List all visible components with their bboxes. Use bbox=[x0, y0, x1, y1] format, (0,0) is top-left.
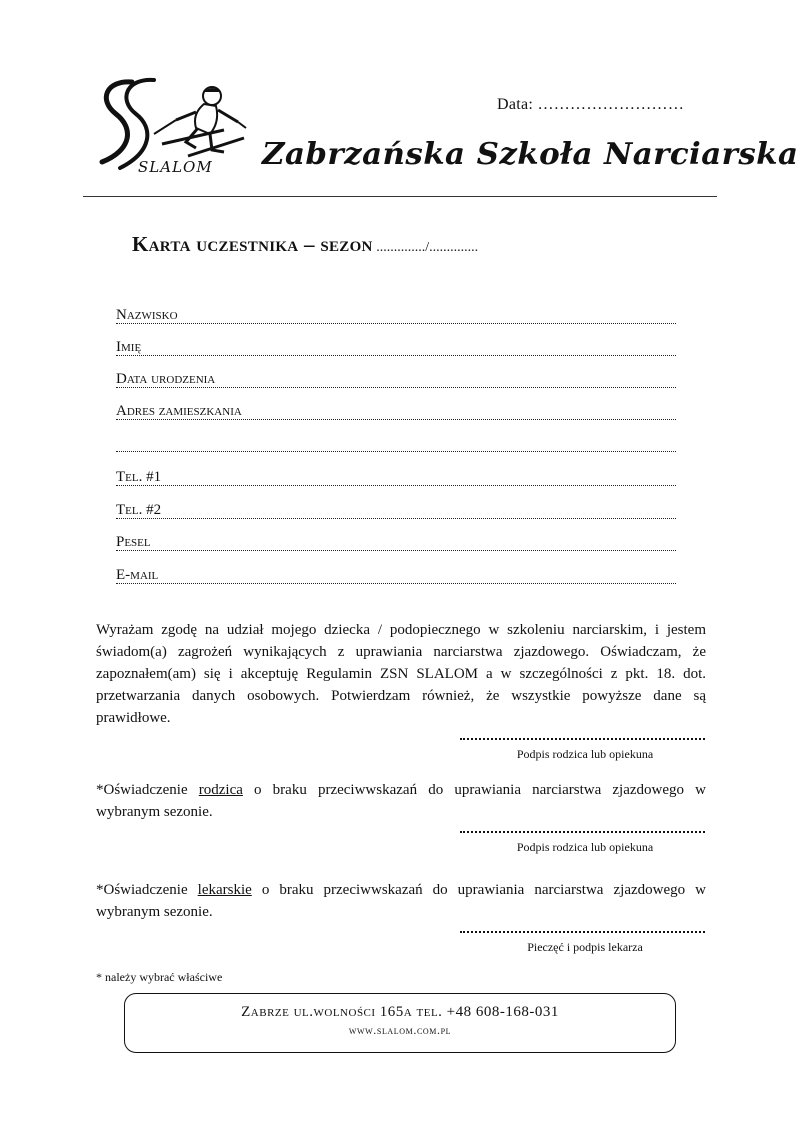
signature-line-parent[interactable] bbox=[460, 831, 705, 833]
field-leader bbox=[116, 550, 676, 551]
signature-label-consent: Podpis rodzica lub opiekuna bbox=[516, 747, 654, 761]
field-adres-cd[interactable] bbox=[116, 435, 676, 457]
header-divider bbox=[83, 196, 717, 197]
field-email[interactable] bbox=[116, 567, 676, 589]
statement-parent bbox=[96, 779, 706, 823]
consent-text: Wyrażam zgodę na udział mojego dziecka / podopiecznego w szkoleniu narciarskim, i jestem świadom(a) zagrożeń wynikających z uprawiania narciarstwa zjazdowego. Oświadczam, że zapoznałem(am) się i akceptuję Regulamin ZSN SLALOM a w szczególności z pkt. 18. dot. przetwarzania danych osobowych. Potwierdzam również, że wszystkie powyższe dane są prawidłowe. bbox=[96, 622, 706, 726]
field-adres[interactable] bbox=[116, 403, 676, 425]
date-field[interactable]: Data: ……………………… bbox=[497, 96, 685, 113]
season-blank[interactable]: ............../.............. bbox=[372, 240, 479, 255]
signature-line-doctor[interactable] bbox=[460, 931, 705, 933]
footer-contact-box bbox=[124, 993, 676, 1053]
field-label: Tel. #1 bbox=[116, 469, 162, 485]
statement-prefix: *Oświadczenie bbox=[96, 782, 199, 798]
field-leader bbox=[116, 355, 676, 356]
school-name: Zabrzańska Szkoła Narciarska bbox=[262, 137, 799, 172]
footer-address: Zabrze ul.wolności 165a tel. +48 608-168-031 bbox=[241, 1004, 559, 1020]
slalom-logo bbox=[92, 76, 252, 188]
logo-text: SLALOM bbox=[138, 158, 213, 176]
signature-line-consent[interactable] bbox=[460, 738, 705, 740]
footer-website-link[interactable]: www.slalom.com.pl bbox=[348, 1023, 452, 1037]
field-label: Data urodzenia bbox=[116, 371, 216, 387]
field-leader bbox=[116, 323, 676, 324]
field-tel-2[interactable] bbox=[116, 502, 676, 524]
field-imie[interactable] bbox=[116, 339, 676, 361]
field-nazwisko[interactable] bbox=[116, 307, 676, 329]
field-data-urodzenia[interactable] bbox=[116, 371, 676, 393]
field-pesel[interactable] bbox=[116, 534, 676, 556]
signature-label-parent: Podpis rodzica lub opiekuna bbox=[516, 840, 654, 854]
field-leader bbox=[116, 387, 676, 388]
title-text: Karta uczestnika – sezon bbox=[132, 232, 373, 256]
statement-prefix: *Oświadczenie bbox=[96, 882, 198, 898]
statement-underlined: rodzica bbox=[198, 782, 243, 798]
field-label: Tel. #2 bbox=[116, 502, 162, 518]
field-label: Pesel bbox=[116, 534, 151, 550]
statement-underlined: lekarskie bbox=[197, 882, 252, 898]
footnote: * należy wybrać właściwe bbox=[96, 970, 223, 984]
field-leader bbox=[116, 419, 676, 420]
field-leader bbox=[116, 583, 676, 584]
field-tel-1[interactable] bbox=[116, 469, 676, 491]
field-label: E-mail bbox=[116, 567, 159, 583]
field-label: Imię bbox=[116, 339, 142, 355]
signature-label-doctor: Pieczęć i podpis lekarza bbox=[527, 940, 643, 954]
field-leader bbox=[116, 451, 676, 452]
statement-suffix: o braku przeciwwskazań do uprawiania narciarstwa zjazdowego w wybranym sezonie. bbox=[96, 882, 706, 920]
field-leader bbox=[116, 485, 676, 486]
statement-doctor bbox=[96, 879, 706, 923]
field-label: Adres zamieszkania bbox=[116, 403, 242, 419]
field-label bbox=[116, 435, 118, 451]
page-title bbox=[132, 232, 478, 257]
field-label: Nazwisko bbox=[116, 307, 178, 323]
statement-suffix: o braku przeciwwskazań do uprawiania narciarstwa zjazdowego w wybranym sezonie. bbox=[96, 782, 706, 820]
field-leader bbox=[116, 518, 676, 519]
